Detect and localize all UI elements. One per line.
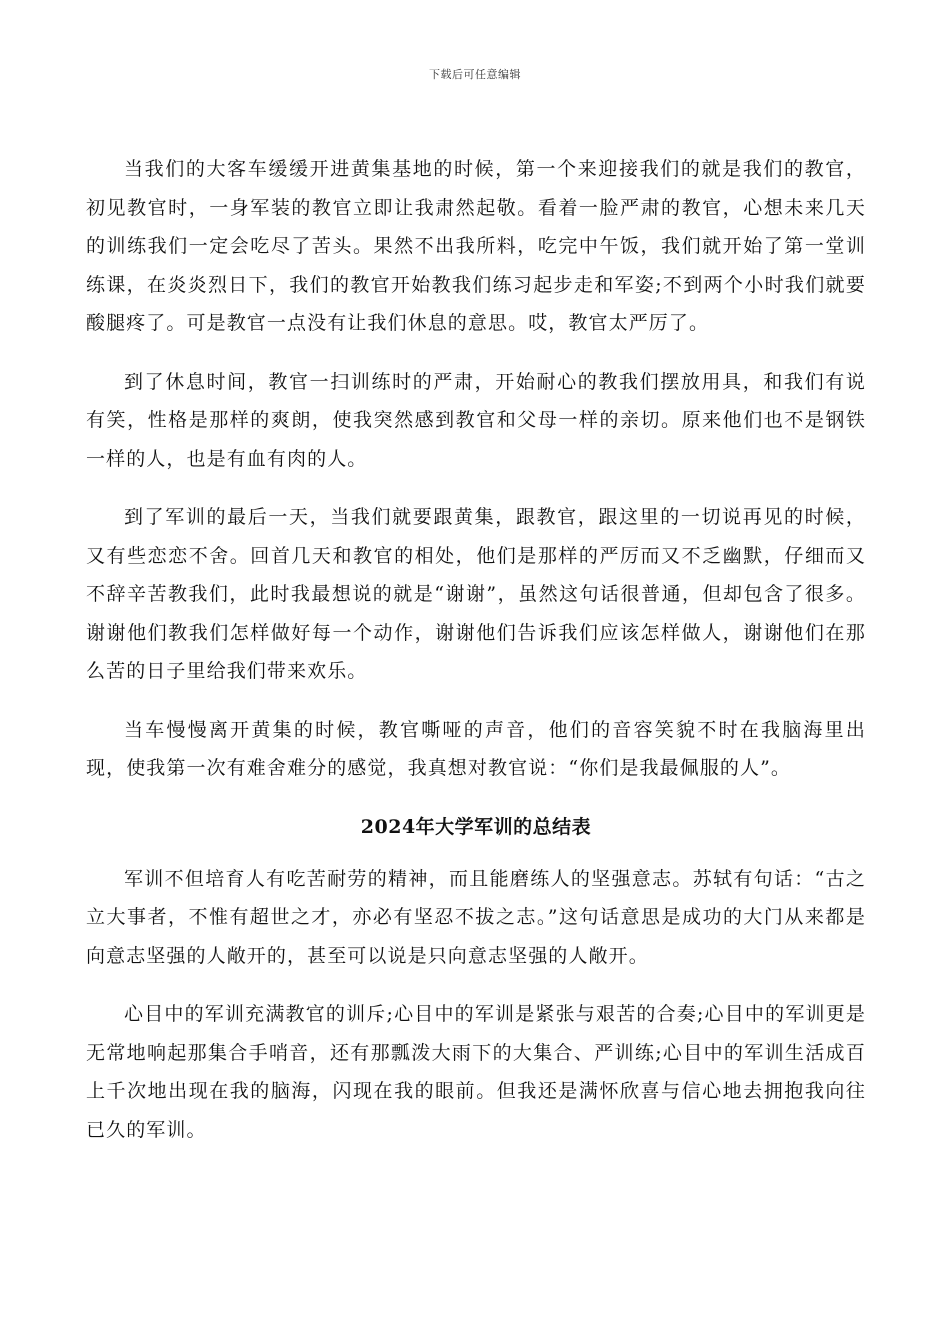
page-header: 下载后可任意编辑 <box>429 68 521 81</box>
paragraph: 当车慢慢离开黄集的时候，教官嘶哑的声音，他们的音容笑貌不时在我脑海里出现，使我第一次有难舍难分的感觉，我真想对教官说：“你们是我最佩服的人”。 <box>86 718 866 779</box>
document-body <box>86 150 866 1169</box>
paragraph: 心目中的军训充满教官的训斥;心目中的军训是紧张与艰苦的合奏;心目中的军训更是无常地响起那集合手哨音，还有那瓢泼大雨下的大集合、严训练;心目中的军训生活成百上千次地出现在我的脑海，闪现在我的眼前。但我还是满怀欣喜与信心地去拥抱我向往已久的军训。 <box>86 1003 866 1141</box>
paragraph: 到了军训的最后一天，当我们就要跟黄集，跟教官，跟这里的一切说再见的时候，又有些恋恋不舍。回首几天和教官的相处，他们是那样的严厉而又不乏幽默，仔细而又不辞辛苦教我们，此时我最想说的就是“谢谢”，虽然这句话很普通，但却包含了很多。谢谢他们教我们怎样做好每一个动作，谢谢他们告诉我们应该怎样做人，谢谢他们在那么苦的日子里给我们带来欢乐。 <box>86 506 866 682</box>
paragraph: 当我们的大客车缓缓开进黄集基地的时候，第一个来迎接我们的就是我们的教官，初见教官时，一身军装的教官立即让我肃然起敬。看着一脸严肃的教官，心想未来几天的训练我们一定会吃尽了苦头。果然不出我所料，吃完中午饭，我们就开始了第一堂训练课，在炎炎烈日下，我们的教官开始教我们练习起步走和军姿;不到两个小时我们就要酸腿疼了。可是教官一点没有让我们休息的意思。哎，教官太严厉了。 <box>86 158 866 334</box>
paragraph: 到了休息时间，教官一扫训练时的严肃，开始耐心的教我们摆放用具，和我们有说有笑，性格是那样的爽朗，使我突然感到教官和父母一样的亲切。原来他们也不是钢铁一样的人，也是有血有肉的人。 <box>86 370 866 470</box>
paragraph: 军训不但培育人有吃苦耐劳的精神，而且能磨练人的坚强意志。苏轼有句话：“古之立大事者，不惟有超世之才，亦必有坚忍不拔之志。”这句话意思是成功的大门从来都是向意志坚强的人敞开的，甚至可以说是只向意志坚强的人敞开。 <box>86 867 866 967</box>
section-title: 2024年大学军训的总结表 <box>360 815 592 838</box>
